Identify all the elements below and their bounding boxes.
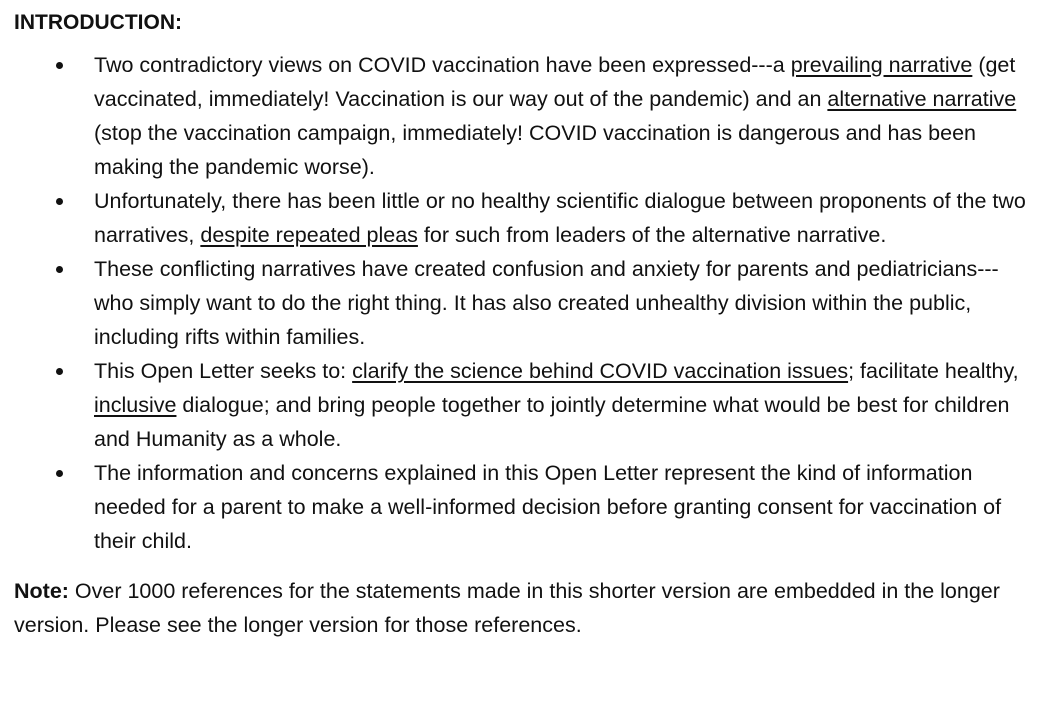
text-run: ; facilitate healthy, [848,359,1019,383]
text-run: (stop the vaccination campaign, immediately! COVID vaccination is dangerous and has been making the pandemic worse). [94,121,976,179]
bullet-item [14,48,1026,184]
text-run: for such from leaders of the alternative narrative. [417,223,887,247]
section-heading: INTRODUCTION: [14,11,182,34]
bullet-text [94,257,999,349]
bullet-dot-icon [56,368,63,375]
bullet-text [94,53,1016,179]
bullet-dot-icon [56,266,63,273]
bullet-item [14,354,1026,456]
text-run: dialogue; and bring people together to jointly determine what would be best for children and Humanity as a whole. [94,393,1010,451]
note-text: Over 1000 references for the statements made in this shorter version are embedded in the longer version. Please see the longer version for those references. [14,579,1000,637]
text-run: This Open Letter seeks to: [94,359,353,383]
text-run: Two contradictory views on COVID vaccination have been expressed---a [94,53,791,77]
bullet-text [94,359,1019,451]
bullet-item [14,252,1026,354]
text-run: The information and concerns explained in this Open Letter represent the kind of information needed for a parent to make a well-informed decision before granting consent for vaccination of their child. [94,461,1002,553]
bullet-item [14,184,1026,252]
text-run: Unfortunately, there has been little or no healthy scientific dialogue between proponents of the two narratives, [94,189,1026,247]
bullet-list [14,48,1026,558]
underlined-phrase: prevailing narrative [790,53,973,77]
bullet-text [94,189,1026,247]
bullet-dot-icon [56,62,63,69]
bullet-text [94,461,1001,553]
note-paragraph [14,574,1026,642]
text-run: These conflicting narratives have created confusion and anxiety for parents and pediatricians---who simply want to do the right thing. It has also created unhealthy division within the public, including rifts within families. [94,257,999,349]
underlined-phrase: despite repeated pleas [200,223,418,247]
underlined-phrase: inclusive [94,393,177,417]
note-label: Note: [14,579,69,603]
bullet-dot-icon [56,198,63,205]
bullet-dot-icon [56,470,63,477]
underlined-phrase: clarify the science behind COVID vaccination issues [352,359,849,383]
text-run: (get vaccinated, immediately! Vaccination is our way out of the pandemic) and an [94,53,1016,111]
underlined-phrase: alternative narrative [827,87,1017,111]
bullet-item [14,456,1026,558]
